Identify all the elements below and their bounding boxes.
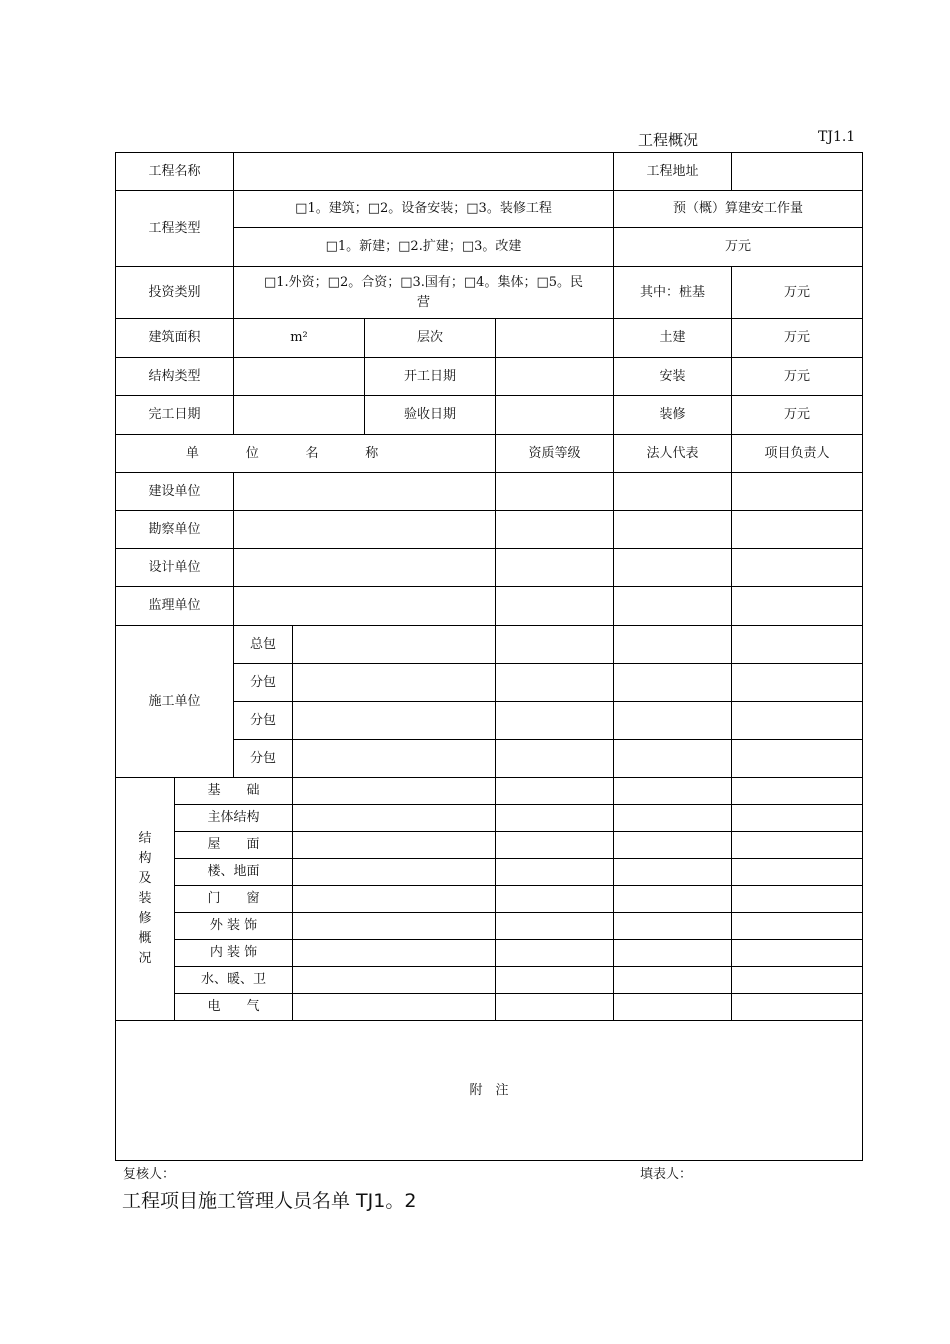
struct-field[interactable]: [732, 994, 863, 1021]
building-area-label: 建筑面积: [116, 319, 234, 358]
general-contract-lead[interactable]: [732, 626, 863, 664]
install-label: 安装: [614, 358, 732, 396]
project-overview-table: [115, 152, 863, 1161]
survey-unit-legal-rep[interactable]: [614, 511, 732, 549]
subcontract-qualification-1[interactable]: [496, 664, 614, 702]
unit-name-header: 单位名称: [116, 435, 496, 473]
reviewer-label: 复核人：: [123, 1167, 176, 1182]
owner-unit-lead[interactable]: [732, 473, 863, 511]
project-name-label: 工程名称: [116, 153, 234, 191]
structure-type-label: 结构类型: [116, 358, 234, 396]
invest-type-label: 投资类别: [116, 267, 234, 319]
vert-char: 概: [138, 931, 152, 946]
struct-field[interactable]: [293, 967, 496, 994]
subcontract-field-2[interactable]: [293, 702, 496, 740]
project-type-options-2[interactable]: □1。新建；□2.扩建；□3。改建: [234, 228, 614, 267]
subcontract-field-3[interactable]: [293, 740, 496, 778]
struct-field[interactable]: [496, 940, 614, 967]
owner-unit-legal-rep[interactable]: [614, 473, 732, 511]
subcontract-lead-2[interactable]: [732, 702, 863, 740]
struct-field[interactable]: [614, 778, 732, 805]
design-unit-label: 设计单位: [116, 549, 234, 587]
struct-field[interactable]: [293, 886, 496, 913]
general-contract-legal-rep[interactable]: [614, 626, 732, 664]
struct-field[interactable]: [732, 859, 863, 886]
struct-field[interactable]: [614, 886, 732, 913]
vert-char: 装: [138, 891, 152, 906]
struct-field[interactable]: [614, 967, 732, 994]
subcontract-legal-rep-1[interactable]: [614, 664, 732, 702]
struct-field[interactable]: [496, 778, 614, 805]
struct-field[interactable]: [496, 805, 614, 832]
supervision-unit-field[interactable]: [234, 587, 496, 626]
qualification-header: 资质等级: [496, 435, 614, 473]
next-section-title: 工程项目施工管理人员名单 TJ1。2: [122, 1190, 417, 1212]
notes-label: 附 注: [469, 1082, 509, 1098]
subcontract-field-1[interactable]: [293, 664, 496, 702]
struct-field[interactable]: [732, 778, 863, 805]
design-unit-lead[interactable]: [732, 549, 863, 587]
struct-field[interactable]: [293, 832, 496, 859]
struct-field[interactable]: [496, 832, 614, 859]
struct-item-plumbing: 水、暖、卫: [175, 967, 293, 994]
general-contract-field[interactable]: [293, 626, 496, 664]
general-contract-label: 总包: [234, 626, 293, 664]
struct-field[interactable]: [496, 967, 614, 994]
civil-value[interactable]: 万元: [732, 319, 863, 358]
design-unit-qualification[interactable]: [496, 549, 614, 587]
vert-char: 结: [138, 831, 152, 846]
invest-options-line1: □1.外资；□2。合资；□3.国有；□4。集体；□5。民: [263, 274, 584, 290]
general-contract-qualification[interactable]: [496, 626, 614, 664]
struct-field[interactable]: [732, 913, 863, 940]
struct-field[interactable]: [614, 994, 732, 1021]
struct-field[interactable]: [614, 859, 732, 886]
vert-char: 况: [138, 951, 152, 966]
start-date-field[interactable]: [496, 358, 614, 396]
subcontract-label-3: 分包: [234, 740, 293, 778]
owner-unit-field[interactable]: [234, 473, 496, 511]
notes-area[interactable]: [116, 1021, 863, 1161]
struct-field[interactable]: [293, 913, 496, 940]
pile-value[interactable]: 万元: [732, 267, 863, 319]
budget-value[interactable]: 万元: [614, 228, 863, 267]
subcontract-lead-1[interactable]: [732, 664, 863, 702]
project-type-label: 工程类型: [116, 191, 234, 267]
form-code: TJ1.1: [818, 129, 856, 145]
subcontract-legal-rep-3[interactable]: [614, 740, 732, 778]
project-name-field[interactable]: [234, 153, 614, 191]
struct-field[interactable]: [496, 913, 614, 940]
vert-char: 及: [138, 871, 152, 886]
struct-item-roof: 屋 面: [175, 832, 293, 859]
subcontract-label-1: 分包: [234, 664, 293, 702]
vert-char: 构: [138, 851, 152, 866]
start-date-label: 开工日期: [365, 358, 496, 396]
struct-field[interactable]: [614, 832, 732, 859]
struct-field[interactable]: [293, 994, 496, 1021]
subcontract-qualification-3[interactable]: [496, 740, 614, 778]
subcontract-lead-3[interactable]: [732, 740, 863, 778]
struct-field[interactable]: [732, 805, 863, 832]
struct-field[interactable]: [293, 940, 496, 967]
subcontract-qualification-2[interactable]: [496, 702, 614, 740]
struct-field[interactable]: [732, 940, 863, 967]
struct-field[interactable]: [496, 859, 614, 886]
project-type-options-1[interactable]: □1。建筑；□2。设备安装；□3。装修工程: [234, 191, 614, 228]
survey-unit-lead[interactable]: [732, 511, 863, 549]
legal-rep-header: 法人代表: [614, 435, 732, 473]
struct-item-floor: 楼、地面: [175, 859, 293, 886]
completion-date-field[interactable]: [234, 396, 365, 435]
supervision-unit-legal-rep[interactable]: [614, 587, 732, 626]
struct-item-main: 主体结构: [175, 805, 293, 832]
subcontract-label-2: 分包: [234, 702, 293, 740]
struct-field[interactable]: [496, 994, 614, 1021]
structure-decoration-label: [116, 778, 175, 1021]
struct-item-foundation: 基 础: [175, 778, 293, 805]
filler-label: 填表人：: [640, 1167, 693, 1182]
struct-field[interactable]: [293, 859, 496, 886]
floors-field[interactable]: [496, 319, 614, 358]
design-unit-legal-rep[interactable]: [614, 549, 732, 587]
struct-field[interactable]: [293, 805, 496, 832]
acceptance-date-field[interactable]: [496, 396, 614, 435]
civil-label: 土建: [614, 319, 732, 358]
struct-field[interactable]: [732, 967, 863, 994]
struct-field[interactable]: [496, 886, 614, 913]
supervision-unit-lead[interactable]: [732, 587, 863, 626]
struct-field[interactable]: [732, 832, 863, 859]
struct-item-exterior: 外 装 饰: [175, 913, 293, 940]
form-title: 工程概况: [638, 131, 699, 149]
struct-field[interactable]: [293, 778, 496, 805]
supervision-unit-qualification[interactable]: [496, 587, 614, 626]
completion-date-label: 完工日期: [116, 396, 234, 435]
structure-type-field[interactable]: [234, 358, 365, 396]
construction-unit-label: 施工单位: [116, 626, 234, 778]
acceptance-date-label: 验收日期: [365, 396, 496, 435]
design-unit-field[interactable]: [234, 549, 496, 587]
struct-item-interior: 内 装 饰: [175, 940, 293, 967]
supervision-unit-label: 监理单位: [116, 587, 234, 626]
struct-field[interactable]: [614, 913, 732, 940]
survey-unit-field[interactable]: [234, 511, 496, 549]
project-address-field[interactable]: [732, 153, 863, 191]
install-value[interactable]: 万元: [732, 358, 863, 396]
project-address-label: 工程地址: [614, 153, 732, 191]
budget-label: 预（概）算建安工作量: [614, 191, 863, 228]
owner-unit-qualification[interactable]: [496, 473, 614, 511]
pile-label: 其中：桩基: [614, 267, 732, 319]
decoration-value[interactable]: 万元: [732, 396, 863, 435]
floors-label: 层次: [365, 319, 496, 358]
project-lead-header: 项目负责人: [732, 435, 863, 473]
vert-char: 修: [138, 911, 152, 926]
invest-type-options[interactable]: [234, 267, 614, 319]
survey-unit-qualification[interactable]: [496, 511, 614, 549]
owner-unit-label: 建设单位: [116, 473, 234, 511]
decoration-label: 装修: [614, 396, 732, 435]
struct-field[interactable]: [614, 940, 732, 967]
building-area-field[interactable]: m²: [234, 319, 365, 358]
survey-unit-label: 勘察单位: [116, 511, 234, 549]
struct-field[interactable]: [614, 805, 732, 832]
struct-item-electrical: 电 气: [175, 994, 293, 1021]
subcontract-legal-rep-2[interactable]: [614, 702, 732, 740]
struct-field[interactable]: [732, 886, 863, 913]
invest-options-line2: 营: [416, 294, 430, 310]
struct-item-doors: 门 窗: [175, 886, 293, 913]
